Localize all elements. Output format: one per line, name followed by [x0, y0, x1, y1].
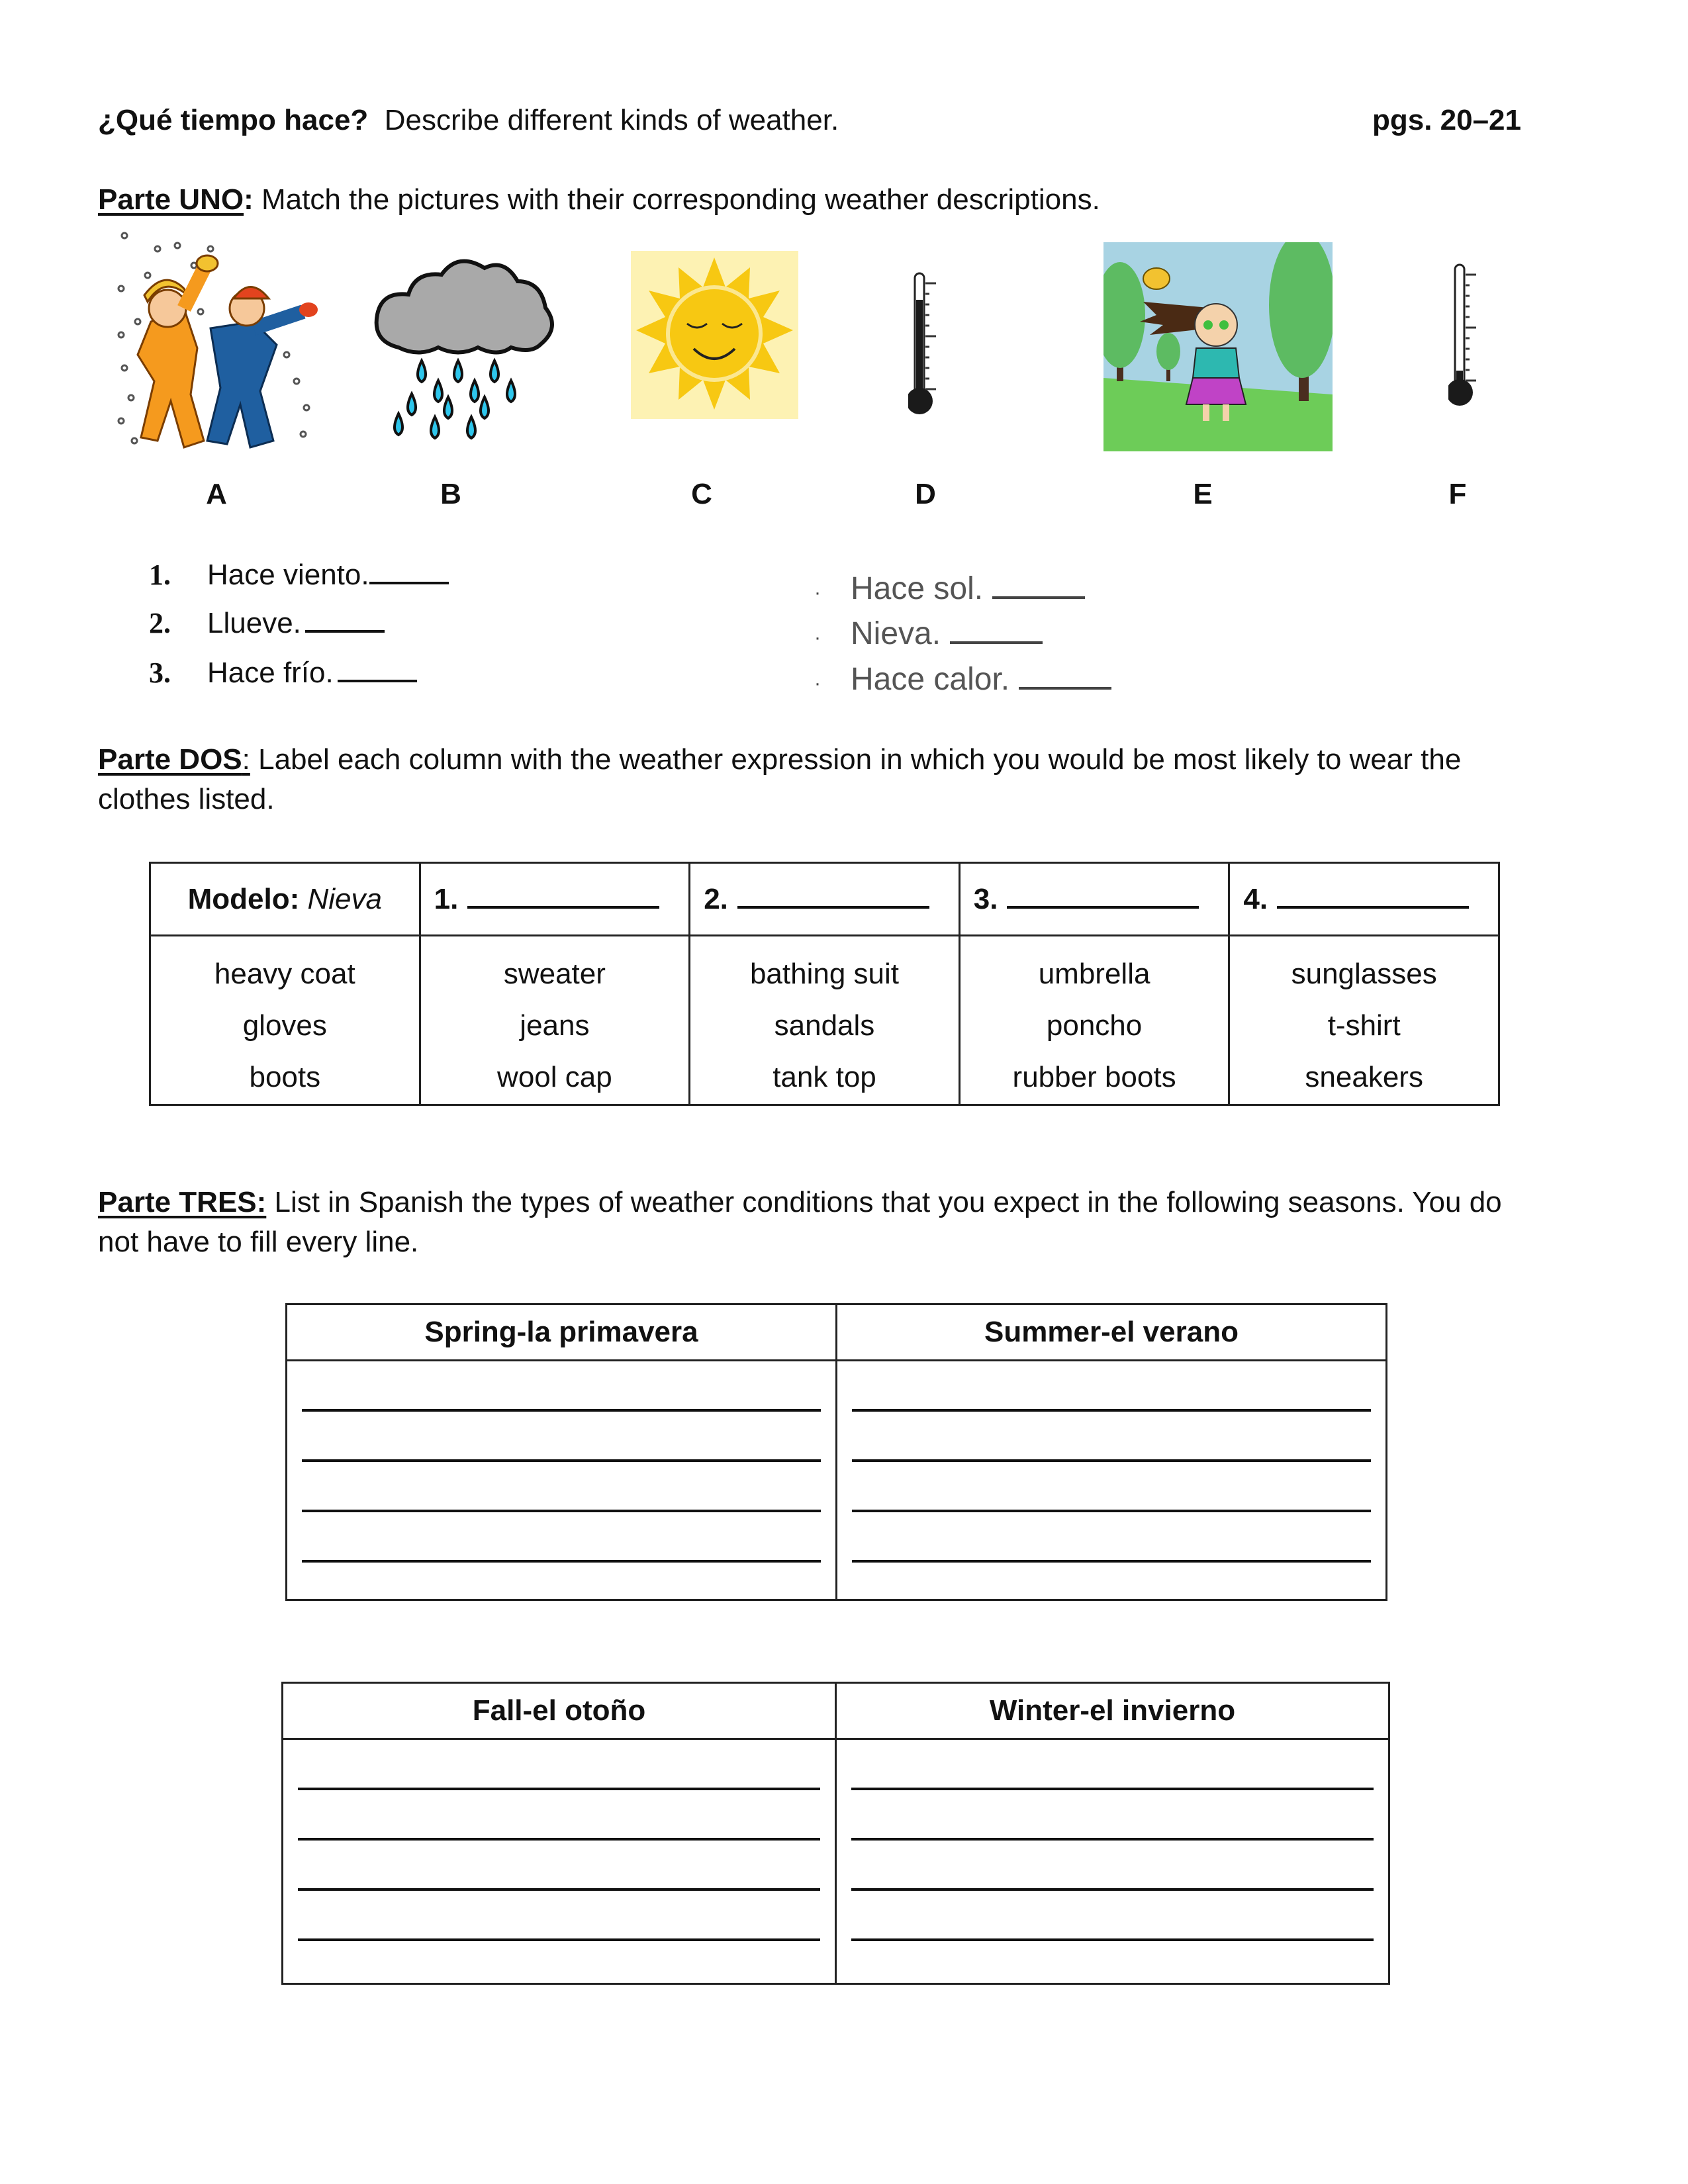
parte-tres-instruction: List in Spanish the types of weather conditions that you expect in the following seasons. You do — [274, 1186, 1502, 1218]
picture-label-c: C — [691, 478, 712, 510]
clothing-column-2: bathing suit sandals tank top — [690, 936, 960, 1105]
match-item-3: 3. Hace frío. — [149, 656, 417, 691]
answer-line[interactable] — [852, 1361, 1371, 1412]
parte-uno-label: Parte UNO — [98, 183, 244, 216]
season-table-spring-summer — [285, 1303, 1387, 1601]
picture-label-a: A — [206, 478, 227, 510]
header-4: 4. — [1229, 863, 1499, 936]
picture-label-d: D — [915, 478, 936, 510]
match-item-2: 2. Llueve. — [149, 606, 385, 641]
answer-blank[interactable] — [950, 641, 1043, 644]
smiling-sun-icon — [631, 251, 798, 419]
clothing-table — [149, 862, 1500, 1106]
column-label-blank[interactable] — [1007, 906, 1199, 909]
season-header-fall: Fall-el otoño — [283, 1683, 836, 1739]
picture-label-f: F — [1448, 478, 1467, 510]
answer-line[interactable] — [302, 1412, 821, 1462]
spring-answer-cell — [287, 1361, 837, 1600]
rain-cloud-icon — [372, 255, 561, 440]
answer-line[interactable] — [852, 1412, 1371, 1462]
match-item-1: 1. Hace viento. — [149, 558, 449, 593]
worksheet-title — [98, 103, 839, 138]
title-subtitle: Describe different kinds of weather. — [384, 104, 839, 136]
title-question: ¿Qué tiempo hace? — [98, 104, 369, 136]
winter-answer-cell — [836, 1739, 1389, 1984]
answer-blank[interactable] — [992, 596, 1085, 599]
page-reference: pgs. 20–21 — [1372, 104, 1521, 136]
answer-line[interactable] — [851, 1891, 1374, 1941]
season-header-summer: Summer-el verano — [837, 1304, 1387, 1361]
answer-blank[interactable] — [338, 680, 417, 682]
answer-blank[interactable] — [369, 582, 449, 584]
answer-line[interactable] — [302, 1512, 821, 1563]
header-2: 2. — [690, 863, 960, 936]
answer-line[interactable] — [302, 1462, 821, 1512]
parte-tres-label: Parte TRES: — [98, 1186, 267, 1218]
header-3: 3. — [959, 863, 1229, 936]
season-table-fall-winter — [281, 1682, 1390, 1985]
parte-uno-heading: Parte UNO: Match the pictures with their corresponding weather descriptions. — [98, 183, 1100, 216]
picture-label-b: B — [440, 478, 461, 510]
clothing-column-3: umbrella poncho rubber boots — [959, 936, 1229, 1105]
thermometer-cold-icon — [1448, 261, 1488, 414]
answer-line[interactable] — [298, 1891, 820, 1941]
answer-line[interactable] — [302, 1361, 821, 1412]
clothing-column-modelo: heavy coat gloves boots — [150, 936, 420, 1105]
column-label-blank[interactable] — [1277, 906, 1469, 909]
windy-girl-icon — [1103, 242, 1333, 451]
clothing-table-header — [150, 863, 1499, 936]
answer-line[interactable] — [852, 1512, 1371, 1563]
match-item-bullet-1: · Hace sol. — [814, 570, 1085, 607]
snow-kids-icon — [111, 229, 330, 457]
column-label-blank[interactable] — [737, 906, 929, 909]
header-modelo: Modelo: Nieva — [150, 863, 420, 936]
parte-dos-instruction: Label each column with the weather expression in which you would be most likely to wear the — [258, 743, 1462, 776]
parte-tres-heading — [98, 1185, 1502, 1220]
answer-blank[interactable] — [305, 630, 385, 633]
answer-line[interactable] — [298, 1841, 820, 1891]
header-1: 1. — [420, 863, 690, 936]
parte-dos-label: Parte DOS — [98, 743, 242, 776]
answer-line[interactable] — [851, 1841, 1374, 1891]
match-item-bullet-2: · Nieva. — [814, 615, 1043, 652]
column-label-blank[interactable] — [467, 906, 659, 909]
picture-label-e: E — [1193, 478, 1213, 510]
fall-answer-cell — [283, 1739, 836, 1984]
season-header-winter: Winter-el invierno — [836, 1683, 1389, 1739]
clothing-column-1: sweater jeans wool cap — [420, 936, 690, 1105]
answer-line[interactable] — [852, 1462, 1371, 1512]
answer-line[interactable] — [851, 1790, 1374, 1841]
answer-line[interactable] — [298, 1740, 820, 1790]
parte-tres-instruction-cont: not have to fill every line. — [98, 1226, 419, 1258]
match-item-bullet-3: · Hace calor. — [814, 661, 1111, 698]
parte-dos-heading: Parte DOS: Label each column with the weather expression in which you would be most likely to wear the — [98, 743, 1462, 776]
parte-uno-instruction: Match the pictures with their corresponding weather descriptions. — [261, 183, 1100, 216]
summer-answer-cell — [837, 1361, 1387, 1600]
thermometer-hot-icon — [908, 270, 948, 422]
answer-line[interactable] — [851, 1740, 1374, 1790]
answer-line[interactable] — [298, 1790, 820, 1841]
parte-dos-instruction-cont: clothes listed. — [98, 783, 275, 815]
table-row — [150, 936, 1499, 1105]
answer-blank[interactable] — [1019, 687, 1111, 690]
clothing-column-4: sunglasses t-shirt sneakers — [1229, 936, 1499, 1105]
season-header-spring: Spring-la primavera — [287, 1304, 837, 1361]
